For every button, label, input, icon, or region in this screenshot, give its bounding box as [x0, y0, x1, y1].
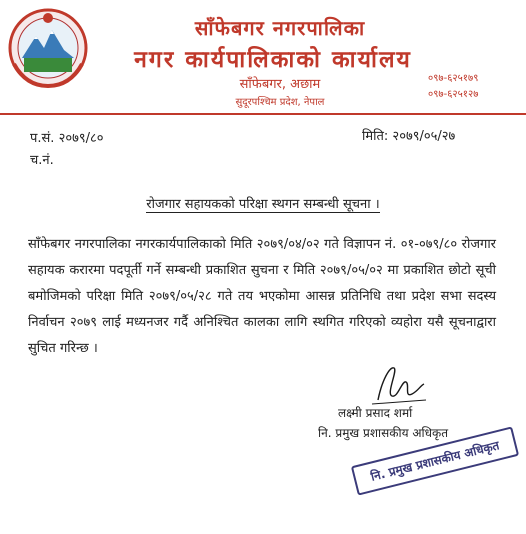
handwritten-signature — [368, 360, 428, 406]
letter-date: मिति: २०७९/०५/२७ — [362, 129, 456, 144]
reference-number: प.सं. २०७९/८० — [30, 131, 104, 146]
signatory-name: लक्ष्मी प्रसाद शर्मा — [338, 406, 413, 420]
nepal-government-emblem-icon — [6, 6, 90, 92]
address-line-1: साँफेबगर, अछाम — [239, 77, 321, 92]
phone-number-2: ०९७-६२५१२७ — [428, 89, 479, 100]
notice-body: साँफेबगर नगरपालिका नगरकार्यपालिकाको मिति २०७९/०४/०२ गते विज्ञापन नं. ०१-०७९/८० रोजगार सहायक करारमा पदपूर्ती गर्ने सम्बन्धी प्रकाशित सुचना र मिति २०७९/०५/०२ मा प्रकाशित छोटो सूची बमोजिमको परिक्षा मिति २०७९/०५/२८ गते तय भएकोमा आसन्न प्रतिनिधि तथा प्रदेश सभा सदस्य निर्वाचन २०७९ लाई मध्यनजर गर्दै अनिश्चित कालका लागि स्थगित गरिएको व्यहोरा यसै सूचनाद्वारा सुचित गरिन्छ । — [28, 237, 496, 356]
office-name: नगर कार्यपालिकाको कार्यालय — [134, 47, 412, 73]
subject-line — [0, 194, 526, 212]
subject-text: रोजगार सहायकको परिक्षा स्थगन सम्बन्धी सूचना । — [146, 197, 380, 212]
municipality-name: साँफेबगर नगरपालिका — [194, 16, 366, 40]
dispatch-number: च.नं. — [30, 153, 54, 168]
address-line-2: सुदूरपश्चिम प्रदेश, नेपाल — [235, 97, 325, 108]
official-stamp: नि. प्रमुख प्रशासकीय अधिकृत — [351, 426, 519, 495]
letterhead-divider — [0, 113, 526, 115]
signatory-designation: नि. प्रमुख प्रशासकीय अधिकृत — [318, 426, 449, 440]
phone-number-1: ०९७-६२५१७९ — [428, 73, 479, 84]
